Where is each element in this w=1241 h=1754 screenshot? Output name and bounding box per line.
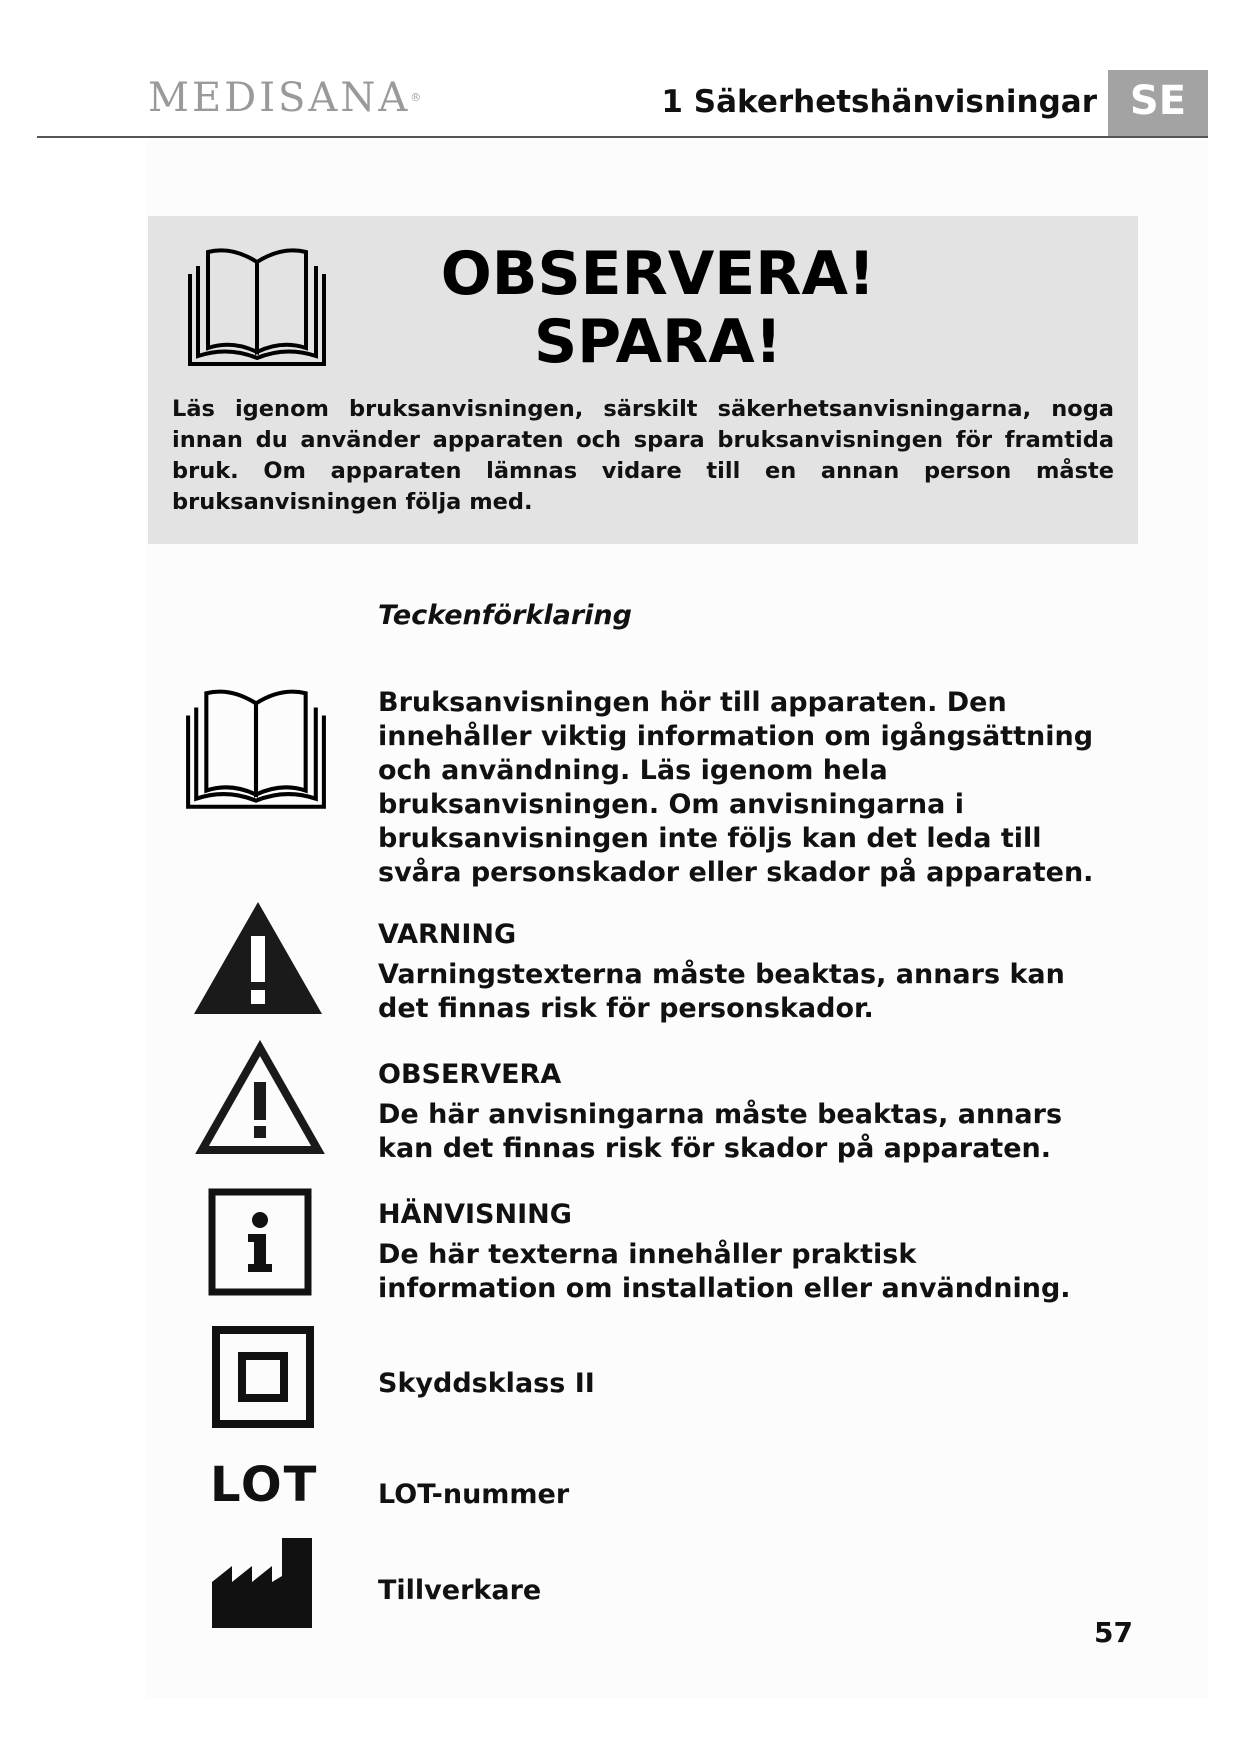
legend-item-title: HÄNVISNING xyxy=(378,1199,572,1230)
legend-heading: Teckenförklaring xyxy=(378,600,632,631)
legend-item-text: De här anvisningarna måste beaktas, annars kan det finnas risk för skador på apparaten. xyxy=(378,1099,1063,1164)
legend-item-text: De här texterna innehåller praktisk information om installation eller användning. xyxy=(378,1239,1071,1304)
notice-title xyxy=(388,240,928,376)
legend-item-manufacturer xyxy=(378,1574,1098,1608)
caution-outline-triangle-icon xyxy=(194,1040,326,1156)
notice-body: Läs igenom bruksanvisningen, särskilt säkerhetsanvisningarna, noga innan du använder apparaten och spara bruksanvisningen för framtida bruk. Om apparaten lämnas vidare till en annan person måste bruksanvisningen följa med. xyxy=(172,396,1114,515)
book-icon xyxy=(182,244,332,370)
legend-item-warning xyxy=(378,918,1098,1026)
legend-item-caution xyxy=(378,1058,1098,1166)
legend-item-protection-class xyxy=(378,1367,1098,1401)
notice-box xyxy=(148,216,1138,544)
registered-mark: ® xyxy=(410,91,422,104)
info-box-icon xyxy=(208,1188,312,1296)
legend-item-text: Bruksanvisningen hör till apparaten. Den innehåller viktig information om igångsättning och användning. Läs igenom hela bruksanvisningen. Om anvisningarna i bruksanvisningen inte följs kan det leda till svåra personskador eller skador på apparaten. xyxy=(378,687,1094,888)
warning-filled-triangle-icon xyxy=(192,900,324,1016)
brand-logo xyxy=(148,74,421,122)
legend-item-notice xyxy=(378,1198,1098,1306)
legend-item-text: LOT-nummer xyxy=(378,1479,570,1510)
section-title: 1 Säkerhetshänvisningar xyxy=(661,84,1097,120)
legend-item-text: Varningstexterna måste beaktas, annars kan det finnas risk för personskador. xyxy=(378,959,1065,1024)
language-tab: SE xyxy=(1108,70,1208,136)
legend-item-text: Skyddsklass II xyxy=(378,1368,595,1399)
legend-item-lot xyxy=(378,1478,1098,1512)
header-divider xyxy=(37,136,1208,138)
legend-item-title: OBSERVERA xyxy=(378,1059,562,1090)
notice-title-line2: SPARA! xyxy=(533,307,783,377)
notice-title-line1: OBSERVERA! xyxy=(440,239,876,309)
lot-icon: LOT xyxy=(210,1457,319,1513)
book-icon xyxy=(180,684,332,814)
manufacturer-icon xyxy=(210,1536,314,1630)
brand-logo-text: MEDISANA xyxy=(148,75,411,121)
protection-class-ii-icon xyxy=(212,1326,314,1428)
legend-item-manual xyxy=(378,686,1098,890)
legend-item-text: Tillverkare xyxy=(378,1575,542,1606)
legend-item-title: VARNING xyxy=(378,919,517,950)
page-number: 57 xyxy=(1094,1616,1133,1649)
